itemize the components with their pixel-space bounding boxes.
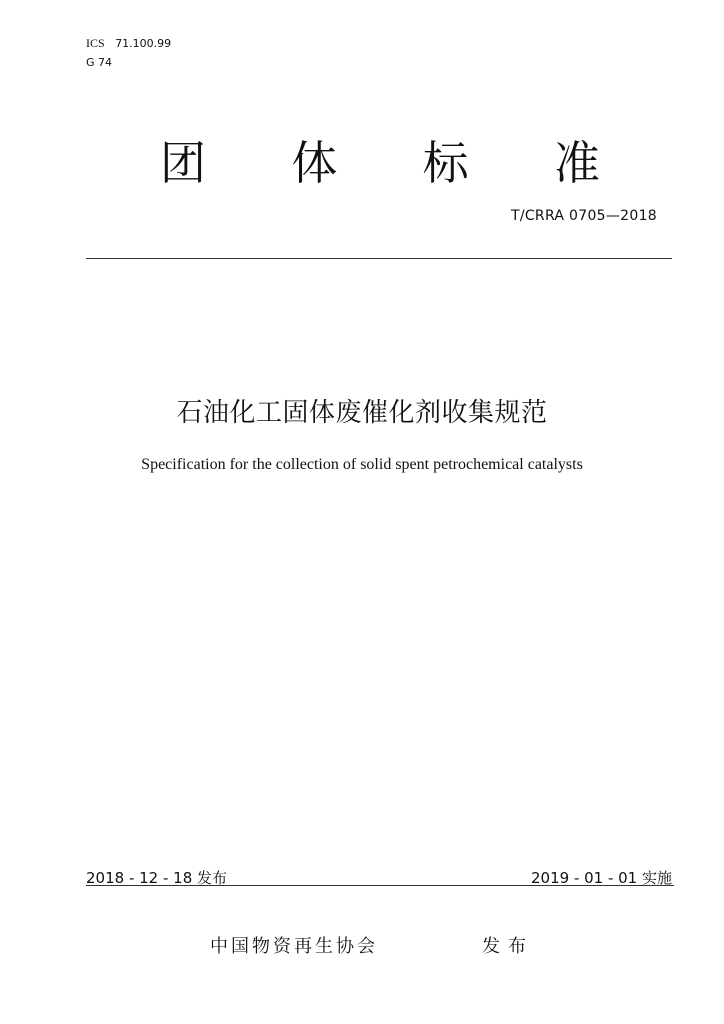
title-chinese: 石油化工固体废催化剂收集规范 xyxy=(176,398,548,428)
title-english: Specification for the collection of solid spent petrochemical catalysts xyxy=(141,456,583,473)
top-divider xyxy=(86,258,672,259)
doc-type-char: 准 xyxy=(553,136,600,190)
document-type-heading xyxy=(160,136,600,190)
implementation-date: 2019 - 01 - 01 实施 xyxy=(530,869,672,887)
doc-type-char: 标 xyxy=(422,136,469,190)
issue-date: 2018 - 12 - 18 发布 xyxy=(86,869,228,887)
classification-code: G 74 xyxy=(86,56,113,69)
publish-label: 发布 xyxy=(482,936,534,957)
doc-type-char: 体 xyxy=(291,136,338,190)
bottom-divider xyxy=(86,885,674,886)
ics-code: 71.100.99 xyxy=(115,37,172,50)
ics-code-line xyxy=(86,36,171,51)
publisher-name: 中国物资再生协会 xyxy=(210,936,378,957)
ics-label: ICS xyxy=(86,36,105,50)
standard-number: T/CRRA 0705—2018 xyxy=(510,208,657,224)
doc-type-char: 团 xyxy=(160,136,206,190)
